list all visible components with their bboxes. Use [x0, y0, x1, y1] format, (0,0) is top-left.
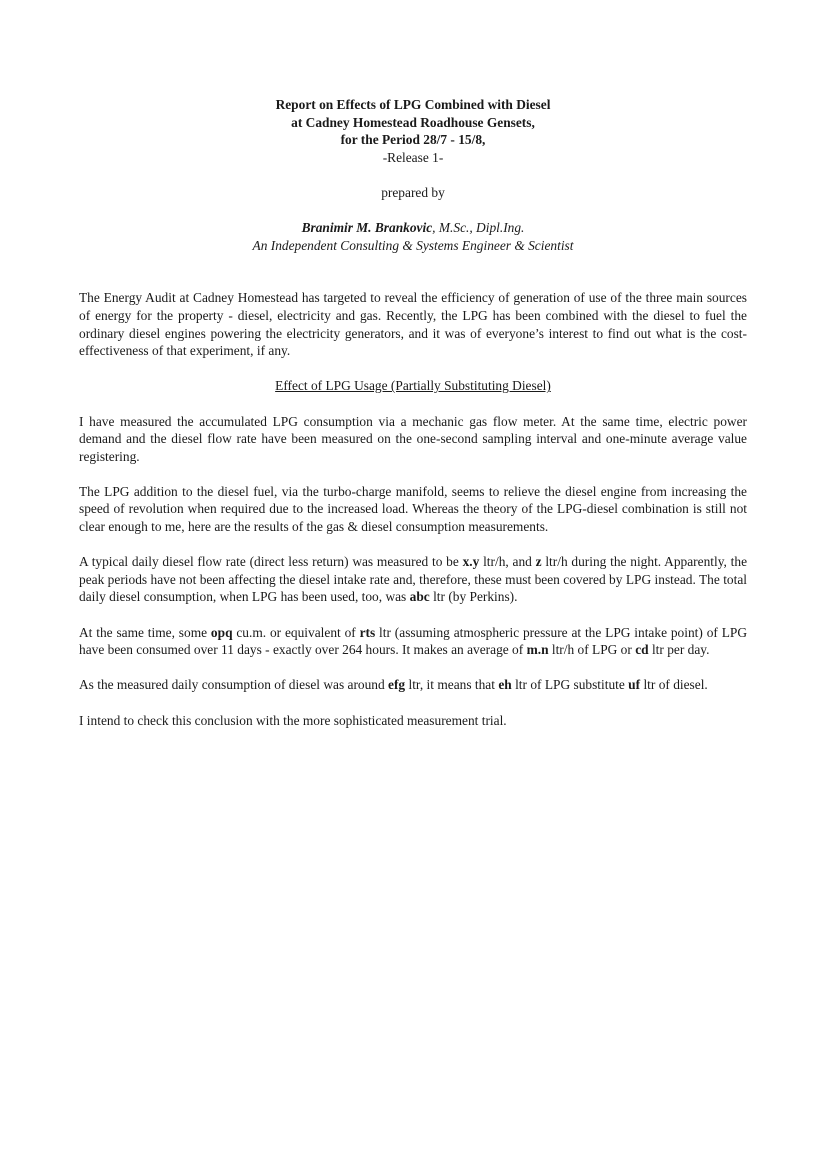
result-text-1: As the measured daily consumption of diesel was around [79, 677, 389, 693]
flow-text-3: ltr/h during the night. Apparently, the peak periods have not been affecting the diesel intake rate and, therefore, these must been covered by LPG instead. The total daily diesel consumption, when LPG has been used, too, was [79, 554, 748, 605]
result-value-eh: eh [498, 677, 512, 693]
turbo-charge-paragraph: The LPG addition to the diesel fuel, via the turbo-charge manifold, seems to relieve the diesel engine from increasing the speed of revolution when required due to the increased load. Whereas the theory of the LPG-diesel combination is still not clear enough to me, here are the results of the gas & diesel consumption measurements. [79, 483, 747, 535]
release-label: -Release 1- [382, 149, 444, 165]
flow-value-abc: abc [409, 589, 430, 605]
diesel-flow-paragraph [79, 553, 747, 606]
result-text-4: ltr of diesel. [640, 677, 708, 693]
result-text-3: ltr of LPG substitute [511, 677, 629, 693]
flow-text-1: A typical daily diesel flow rate (direct less return) was measured to be [79, 554, 463, 570]
author-role: An Independent Consulting & Systems Engineer & Scientist [252, 237, 574, 253]
intro-paragraph: The Energy Audit at Cadney Homestead has targeted to reveal the efficiency of generation of use of the three main sources of energy for the property - diesel, electricity and gas. Recently, the LPG has been combined with the diesel to fuel the ordinary diesel engines powering the electricity generators, and it was of everyone’s interest to find out what is the cost-effectiveness of that experiment, if any. [79, 290, 747, 359]
lpg-value-mn: m.n [526, 642, 549, 658]
conclusion-paragraph: I intend to check this conclusion with the more sophisticated measurement trial. [79, 712, 507, 728]
report-title-line-1: Report on Effects of LPG Combined with Diesel [275, 97, 551, 112]
result-text-2: ltr, it means that [405, 677, 499, 693]
lpg-text-3: ltr (assuming atmospheric pressure at the LPG intake point) of LPG have been consumed over 11 days - exactly over 264 hours. It makes an average of [79, 624, 747, 658]
lpg-text-2: cu.m. or equivalent of [232, 624, 360, 640]
measurement-paragraph: I have measured the accumulated LPG consumption via a mechanic gas flow meter. At the same time, electric power demand and the diesel flow rate have been measured on the one-second sampling interval and one-minute average value registering. [79, 413, 747, 464]
lpg-value-cd: cd [635, 642, 649, 658]
lpg-consumption-paragraph [79, 624, 747, 659]
flow-text-2: ltr/h, and [479, 554, 536, 570]
report-title-line-2: at Cadney Homestead Roadhouse Gensets, [291, 114, 535, 130]
flow-text-4: ltr (by Perkins). [429, 589, 518, 605]
lpg-value-opq: opq [210, 624, 233, 640]
lpg-text-4: ltr/h of LPG or [548, 642, 636, 658]
author-name: Branimir M. Brankovic [301, 220, 433, 236]
author-credentials: , M.Sc., Dipl.Ing. [432, 220, 525, 236]
flow-value-xy: x.y [462, 554, 480, 570]
prepared-by-label: prepared by [381, 184, 445, 200]
lpg-text-1: At the same time, some [79, 624, 211, 640]
section-heading: Effect of LPG Usage (Partially Substituting Diesel) [275, 378, 551, 394]
document-page [79, 96, 747, 747]
report-header [79, 96, 747, 254]
report-title-line-3: for the Period 28/7 - 15/8, [340, 132, 486, 148]
flow-value-z: z [535, 554, 542, 570]
result-paragraph [79, 676, 747, 694]
result-value-efg: efg [388, 677, 406, 693]
author-line [79, 219, 747, 237]
lpg-value-rts: rts [359, 624, 376, 640]
result-value-uf: uf [628, 677, 641, 693]
lpg-text-5: ltr per day. [648, 642, 710, 658]
